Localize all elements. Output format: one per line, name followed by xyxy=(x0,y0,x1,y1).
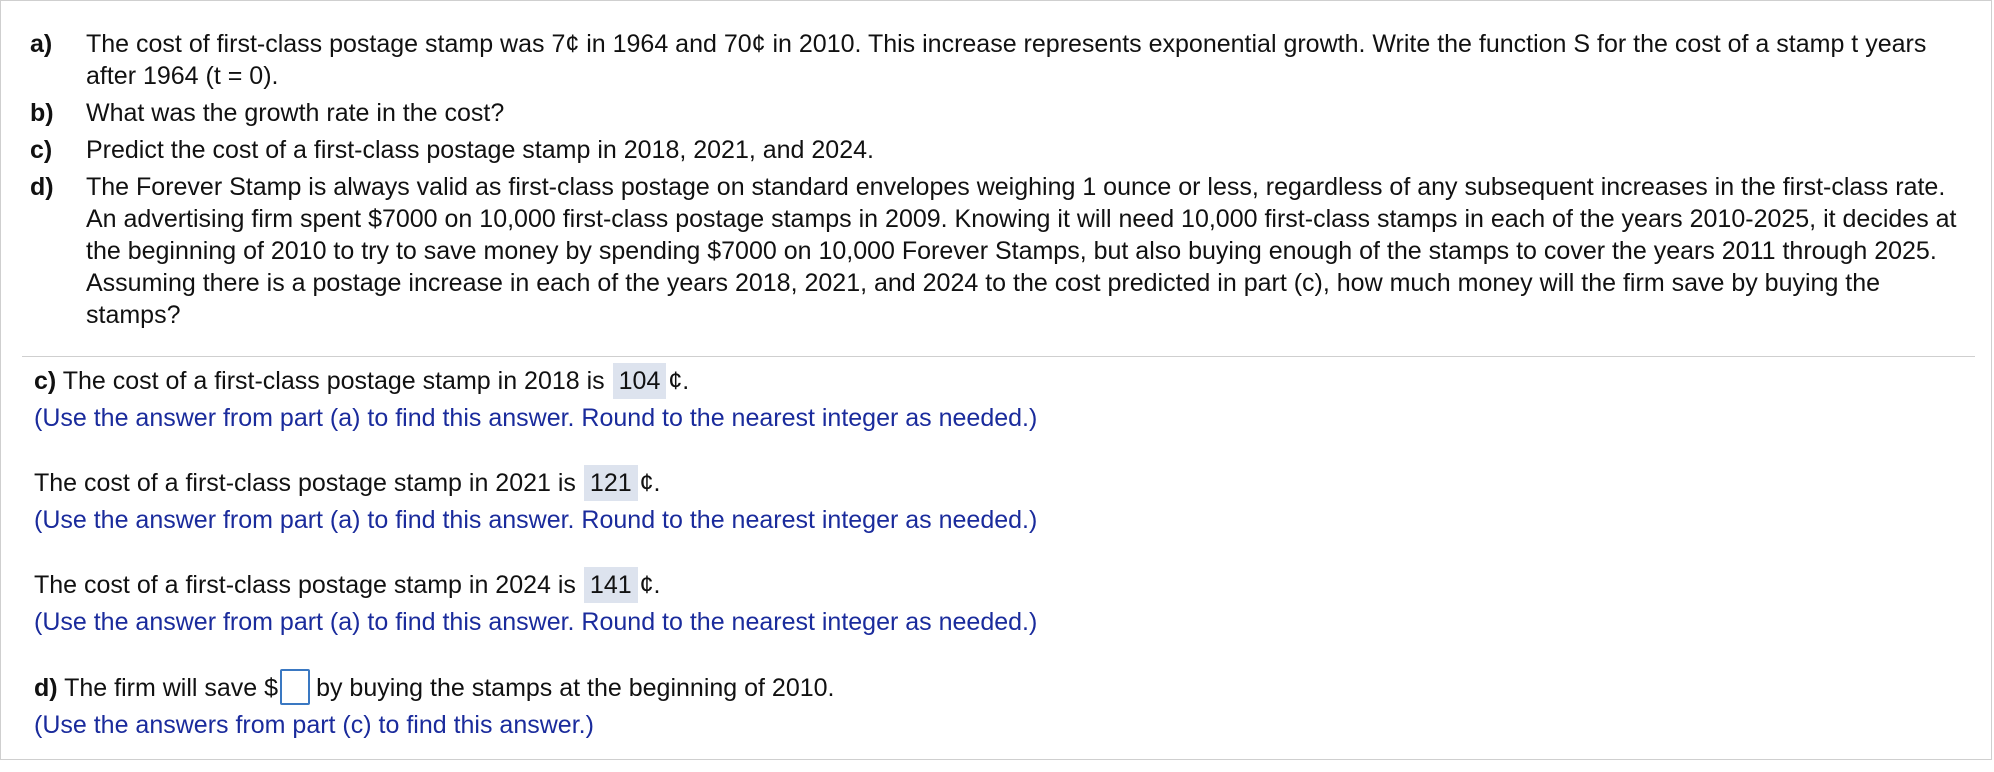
section-divider xyxy=(22,356,1975,357)
cent-unit: ¢. xyxy=(639,469,661,497)
answer-c-2024 xyxy=(34,567,1037,641)
answer-prompt: The cost of a first-class postage stamp in 2024 is xyxy=(34,571,576,599)
answer-d xyxy=(34,669,1037,744)
part-text: Predict the cost of a first-class postage stamp in 2018, 2021, and 2024. xyxy=(86,136,874,164)
answer-value-2018[interactable]: 104 xyxy=(613,363,667,399)
part-text: The cost of first-class postage stamp was 7¢ in 1964 and 70¢ in 2010. This increase represents exponential growth. Write the function S for the cost of a stamp t years after 1964 (t = 0). xyxy=(86,30,1927,90)
answer-section xyxy=(34,363,1037,772)
answer-prompt: The firm will save $ xyxy=(64,674,279,702)
answer-hint: (Use the answer from part (a) to find this answer. Round to the nearest integer as needed.) xyxy=(34,404,1038,432)
question-part-b xyxy=(30,97,1975,129)
part-label: a) xyxy=(30,30,53,58)
answer-suffix: by buying the stamps at the beginning of 2010. xyxy=(316,674,835,702)
answer-value-2024[interactable]: 141 xyxy=(584,567,638,603)
answer-hint: (Use the answer from part (a) to find this answer. Round to the nearest integer as needed.) xyxy=(34,608,1038,636)
answer-prompt: The cost of a first-class postage stamp in 2021 is xyxy=(34,469,576,497)
answer-part-label: d) xyxy=(34,674,58,702)
cent-unit: ¢. xyxy=(668,367,690,395)
answer-value-2021[interactable]: 121 xyxy=(584,465,638,501)
question-text xyxy=(30,28,1975,336)
answer-prompt: The cost of a first-class postage stamp in 2018 is xyxy=(62,367,605,395)
part-label: b) xyxy=(30,99,54,127)
part-text: The Forever Stamp is always valid as first-class postage on standard envelopes weighing 1 ounce or less, regardless of any subsequent increases in the first-class rate. An advertising firm spent $7000 on 10,000 first-class postage stamps in 2009. Knowing it will need 10,000 first-class stamps in each of the years 2010-2025, it decides at the beginning of 2010 to try to save money by spending $7000 on 10,000 Forever Stamps, but also buying enough of the stamps to cover the years 2011 through 2025. Assuming there is a postage increase in each of the years 2018, 2021, and 2024 to the cost predicted in part (c), how much money will the firm save by buying the stamps? xyxy=(86,173,1957,329)
answer-c-2018 xyxy=(34,363,1037,437)
answer-c-2021 xyxy=(34,465,1037,539)
part-label: d) xyxy=(30,173,54,201)
answer-hint: (Use the answer from part (a) to find this answer. Round to the nearest integer as needed.) xyxy=(34,506,1038,534)
savings-input[interactable] xyxy=(280,669,310,705)
question-part-c xyxy=(30,134,1975,166)
question-part-a xyxy=(30,28,1975,92)
part-label: c) xyxy=(30,136,53,164)
part-text: What was the growth rate in the cost? xyxy=(86,99,505,127)
question-part-d xyxy=(30,171,1975,331)
answer-hint: (Use the answers from part (c) to find this answer.) xyxy=(34,711,594,739)
cent-unit: ¢. xyxy=(639,571,661,599)
answer-part-label: c) xyxy=(34,367,57,395)
